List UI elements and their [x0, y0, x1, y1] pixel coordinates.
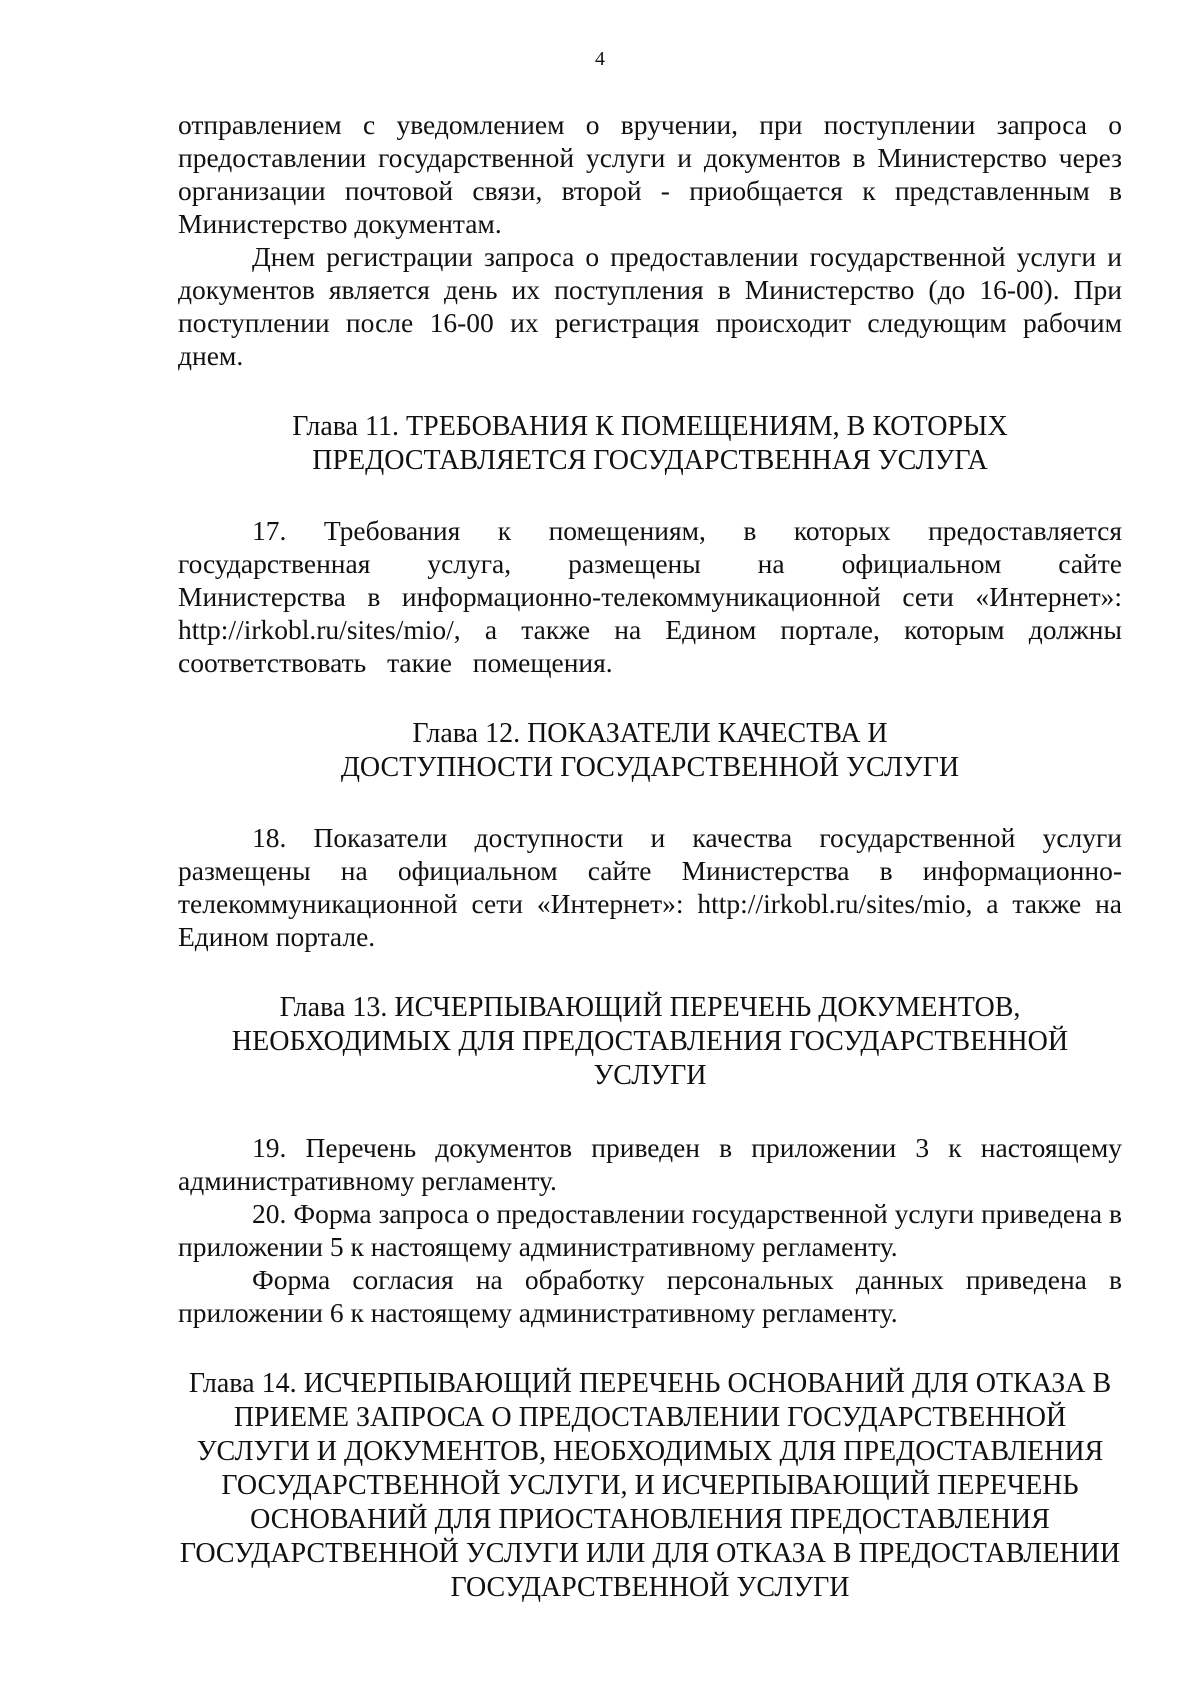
chapter-12-heading: Глава 12. ПОКАЗАТЕЛИ КАЧЕСТВА И ДОСТУПНОСТИ ГОСУДАРСТВЕННОЙ УСЛУГИ — [340, 718, 960, 783]
chapter-14-heading: Глава 14. ИСЧЕРПЫВАЮЩИЙ ПЕРЕЧЕНЬ ОСНОВАНИЙ ДЛЯ ОТКАЗА В ПРИЕМЕ ЗАПРОСА О ПРЕДОСТАВЛЕНИИ ГОСУДАРСТВЕННОЙ УСЛУГИ И ДОКУМЕНТОВ, НЕОБХОДИМЫХ ДЛЯ ПРЕДОСТАВЛЕНИЯ ГОСУДАРСТВЕННОЙ УСЛУГИ, И ИСЧЕРПЫВАЮЩИЙ ПЕРЕЧЕНЬ ОСНОВАНИЙ ДЛЯ ПРИОСТАНОВЛЕНИЯ ПРЕДОСТАВЛЕНИЯ ГОСУДАРСТВЕННОЙ УСЛУГИ ИЛИ ДЛЯ ОТКАЗА В ПРЕДОСТАВЛЕНИИ ГОСУДАРСТВЕННОЙ УСЛУГИ — [179, 1368, 1121, 1603]
paragraph-17: 17. Требования к помещениям, в которых предоставляется государственная услуга, размещены на официальном сайте Министерства в информационно-телекоммуникационной сети «Интернет»: http://irkobl.ru/sites/mio/, а также на Едином портале, которым должны соответствовать такие помещения. — [178, 515, 1122, 678]
paragraph-continuation: отправлением с уведомлением о вручении, при поступлении запроса о предоставлении государственной услуги и документов в Министерство через организации почтовой связи, второй - приобщается к представленным в Министерство документам. — [178, 109, 1122, 239]
paragraph-19: 19. Перечень документов приведен в приложении 3 к настоящему административному регламенту. — [178, 1132, 1122, 1196]
paragraph-20: 20. Форма запроса о предоставлении государственной услуги приведена в приложении 5 к настоящему административному регламенту. — [178, 1198, 1122, 1262]
paragraph-18: 18. Показатели доступности и качества государственной услуги размещены на официальном сайте Министерства в информационно-телекоммуникационной сети «Интернет»: http://irkobl.ru/sites/mio, а также на Едином портале. — [178, 822, 1122, 952]
page-number: 4 — [595, 48, 605, 70]
document-body — [178, 108, 1122, 1605]
chapter-11-heading: Глава 11. ТРЕБОВАНИЯ К ПОМЕЩЕНИЯМ, В КОТОРЫХ ПРЕДОСТАВЛЯЕТСЯ ГОСУДАРСТВЕННАЯ УСЛУГА — [292, 411, 1008, 476]
chapter-13-heading: Глава 13. ИСЧЕРПЫВАЮЩИЙ ПЕРЕЧЕНЬ ДОКУМЕНТОВ, НЕОБХОДИМЫХ ДЛЯ ПРЕДОСТАВЛЕНИЯ ГОСУДАРСТВЕННОЙ УСЛУГИ — [231, 992, 1069, 1091]
paragraph-registration: Днем регистрации запроса о предоставлении государственной услуги и документов является день их поступления в Министерство (до 16-00). При поступлении после 16-00 их регистрация происходит следующим рабочим днем. — [178, 241, 1122, 371]
paragraph-20-consent: Форма согласия на обработку персональных данных приведена в приложении 6 к настоящему административному регламенту. — [178, 1264, 1122, 1328]
